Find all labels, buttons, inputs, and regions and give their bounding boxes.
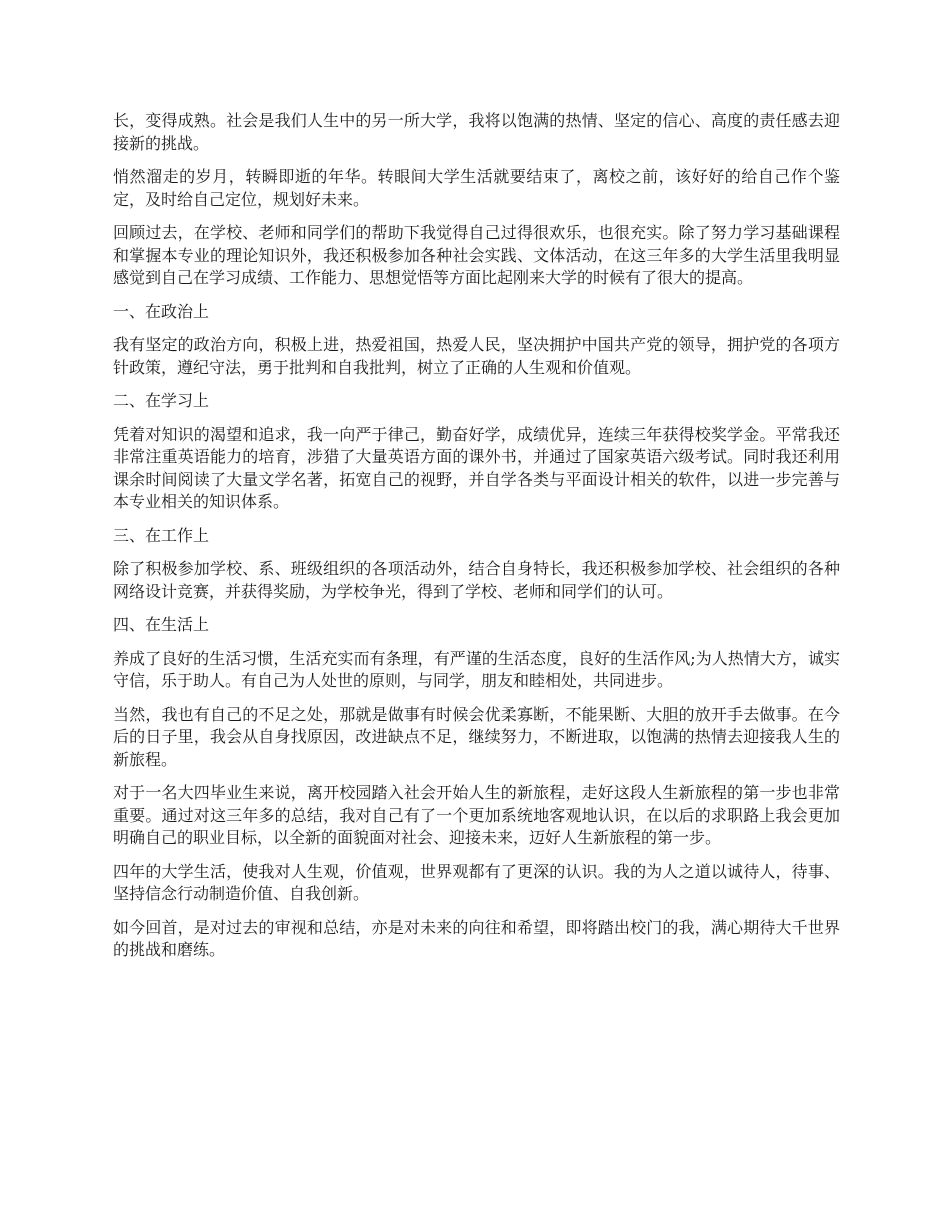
section-heading-work: 三、在工作上 [113, 525, 210, 545]
paragraph-graduate: 对于一名大四毕业生来说，离开校园踏入社会开始人生的新旅程，走好这段人生新旅程的第一步也非常重要。通过对这三年多的总结，我对自己有了一个更加系统地客观地认识，在以后的求职路上我会更加明确自己的职业目标，以全新的面貌面对社会、迎接未来，迈好人生新旅程的第一步。 [113, 783, 840, 847]
section-heading-life: 四、在生活上 [113, 615, 210, 634]
paragraph-shortcomings: 当然，我也有自己的不足之处，那就是做事有时候会优柔寡断，不能果断、大胆的放开手去做事。在今后的日子里，我会从自身找原因，改进缺点不足，继续努力，不断进取，以饱满的热情去迎接我人生的新旅程。 [113, 704, 840, 769]
document-page [113, 110, 840, 973]
paragraph-intro-continuation: 长，变得成熟。社会是我们人生中的另一所大学，我将以饱满的热情、坚定的信心、高度的责任感去迎接新的挑战。 [113, 111, 840, 153]
paragraph-life: 养成了良好的生活习惯，生活充实而有条理，有严谨的生活态度，良好的生活作风;为人热情大方，诚实守信，乐于助人。有自己为人处世的原则，与同学，朋友和睦相处，共同进步。 [113, 648, 840, 690]
paragraph-study: 凭着对知识的渴望和追求，我一向严于律己，勤奋好学，成绩优异，连续三年获得校奖学金。平常我还非常注重英语能力的培育，涉猎了大量英语方面的课外书，并通过了国家英语六级考试。同时我还利用课余时间阅读了大量文学名著，拓宽自己的视野，并自学各类与平面设计相关的软件，以进一步完善与本专业相关的知识体系。 [113, 424, 840, 511]
paragraph-politics: 我有坚定的政治方向，积极上进，热爱祖国，热爱人民，坚决拥护中国共产党的领导，拥护党的各项方针政策，遵纪守法，勇于批判和自我批判，树立了正确的人生观和价值观。 [113, 335, 840, 377]
paragraph-self-appraisal: 悄然溜走的岁月，转瞬即逝的年华。转眼间大学生活就要结束了，离校之前，该好好的给自己作个鉴定，及时给自己定位，规划好未来。 [113, 167, 840, 209]
section-heading-politics: 一、在政治上 [113, 301, 210, 321]
paragraph-work: 除了积极参加学校、系、班级组织的各项活动外，结合自身特长，我还积极参加学校、社会组织的各种网络设计竞赛，并获得奖励，为学校争光，得到了学校、老师和同学们的认可。 [113, 559, 840, 601]
paragraph-conclusion: 如今回首，是对过去的审视和总结，亦是对未来的向往和希望，即将踏出校门的我，满心期待大千世界的挑战和磨练。 [113, 917, 840, 959]
section-heading-study: 二、在学习上 [113, 391, 210, 410]
paragraph-four-years: 四年的大学生活，使我对人生观，价值观，世界观都有了更深的认识。我的为人之道以诚待人，待事、坚持信念行动制造价值、自我创新。 [113, 861, 840, 903]
paragraph-review: 回顾过去，在学校、老师和同学们的帮助下我觉得自己过得很欢乐，也很充实。除了努力学习基础课程和掌握本专业的理论知识外，我还积极参加各种社会实践、文体活动，在这三年多的大学生活里我明显感觉到自己在学习成绩、工作能力、思想觉悟等方面比起刚来大学的时候有了很大的提高。 [113, 223, 840, 287]
